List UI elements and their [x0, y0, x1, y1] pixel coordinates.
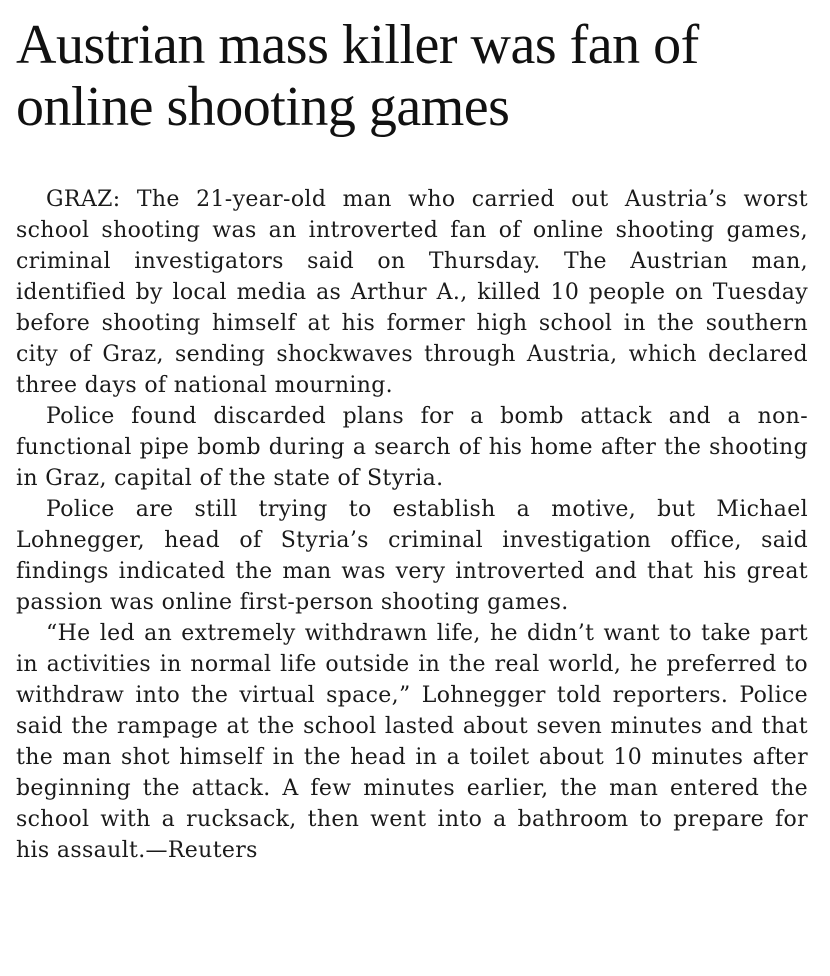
- article-paragraph-1: GRAZ: The 21-year-old man who carried out Austria’s worst school shooting was an introverted fan of online shooting games, criminal investigators said on Thursday. The Austrian man, identified by local media as Arthur A., killed 10 people on Tuesday before shooting himself at his former high school in the southern city of Graz, sending shockwaves through Austria, which declared three days of national mourning.: [16, 187, 808, 398]
- article-paragraph-4: “He led an extremely withdrawn life, he didn’t want to take part in activities in normal life outside in the real world, he preferred to withdraw into the virtual space,” Lohnegger told reporters. Police said the rampage at the school lasted about seven minutes and that the man shot himself in the head in a toilet about 10 minutes after beginning the attack. A few minutes earlier, the man entered the school with a rucksack, then went into a bathroom to prepare for his assault.—Reuters: [16, 621, 808, 863]
- news-article: [16, 14, 808, 866]
- article-body: [16, 184, 808, 866]
- article-paragraph-2: Police found discarded plans for a bomb attack and a non-functional pipe bomb during a search of his home after the shooting in Graz, capital of the state of Styria.: [16, 404, 808, 491]
- article-headline: Austrian mass killer was fan of online shooting games: [16, 14, 699, 138]
- article-paragraph-3: Police are still trying to establish a motive, but Michael Lohnegger, head of Styria’s criminal investigation office, said findings indicated the man was very introverted and that his great passion was online first-person shooting games.: [16, 497, 808, 615]
